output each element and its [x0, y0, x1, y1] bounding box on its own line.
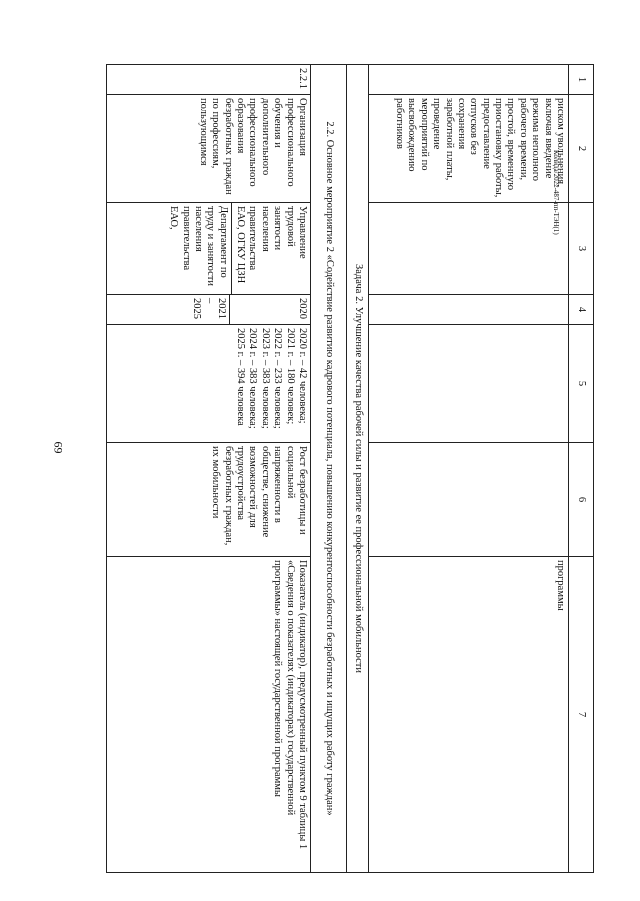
item-name: Организация профессионального обучения и дополнительного профессионального образования безработных граждан по профессиям, пользующимся [107, 95, 311, 203]
item-row [107, 65, 311, 873]
result-2024: 2024 г. – 383 человека; [247, 328, 259, 429]
cont-col-7: программы [369, 557, 569, 873]
header-col-1: 1 [569, 65, 594, 95]
result-2023: 2023 г. – 383 человека; [259, 328, 271, 429]
header-col-6: 6 [569, 443, 594, 557]
year-2: 2021 – 2025 [188, 295, 230, 324]
cont-col-1 [369, 65, 569, 95]
result-2021: 2021 г. – 180 человек; [284, 328, 296, 425]
cont-col-3 [369, 203, 569, 295]
header-col-4: 4 [569, 295, 594, 325]
item-number: 2.2.1 [107, 65, 311, 95]
program-table [106, 64, 594, 873]
measure-heading: 2.2. Основное мероприятие 2 «Содействие развитию кадрового потенциала, повышению конкурентоспособности безработных и ищущих работу граждан» [311, 65, 347, 873]
item-indicator: Показатель (индикатор), предусмотренный пунктом 9 таблицы 1 «Сведения о показателях (индикаторах) государственной программы» настоящей государственной программы [107, 557, 311, 873]
item-years [107, 295, 311, 325]
document-code: Колида/2022-487-пп-ТЭН(1) [552, 150, 560, 235]
executor-1: Управление трудовой занятости населения правительства ЕАО, ОГКУ ЦЗН [235, 206, 308, 284]
header-col-5: 5 [569, 325, 594, 443]
rotated-table-wrapper [106, 64, 594, 872]
cont-col-6 [369, 443, 569, 557]
result-2020: 2020 г. – 42 человека; [297, 328, 308, 424]
header-col-3: 3 [569, 203, 594, 295]
header-row [569, 65, 594, 873]
result-2025: 2025 г. – 394 человека [235, 328, 247, 426]
executor-2: Департамент по труду и занятости населения правительства ЕАО, [165, 203, 232, 294]
task-heading: Задача 2. Улучшение качества рабочей силы и развитие ее профессиональной мобильности [347, 65, 369, 873]
measure-row [311, 65, 347, 873]
cont-col-5 [369, 325, 569, 443]
item-executors [107, 203, 311, 295]
continuation-row [369, 65, 569, 873]
year-1: 2020 [297, 298, 308, 319]
header-col-7: 7 [569, 557, 594, 873]
cont-col-4 [369, 295, 569, 325]
cont-col-2: риском увольнения, включая введение режима неполного рабочего времени, простой, временную приостановку работы, предоставление отпусков без сохранения заработной платы, проведение мероприятий по высвобождению работников [369, 95, 569, 203]
header-col-2: 2 [569, 95, 594, 203]
item-results [107, 325, 311, 443]
result-2022: 2022 г. – 233 человека; [272, 328, 284, 429]
task-row [347, 65, 369, 873]
item-effect: Рост безработицы и социальной напряженности в обществе, снижение возможностей для трудоустройства безработных граждан, их мобильности [107, 443, 311, 557]
page-number: 69 [51, 441, 66, 454]
